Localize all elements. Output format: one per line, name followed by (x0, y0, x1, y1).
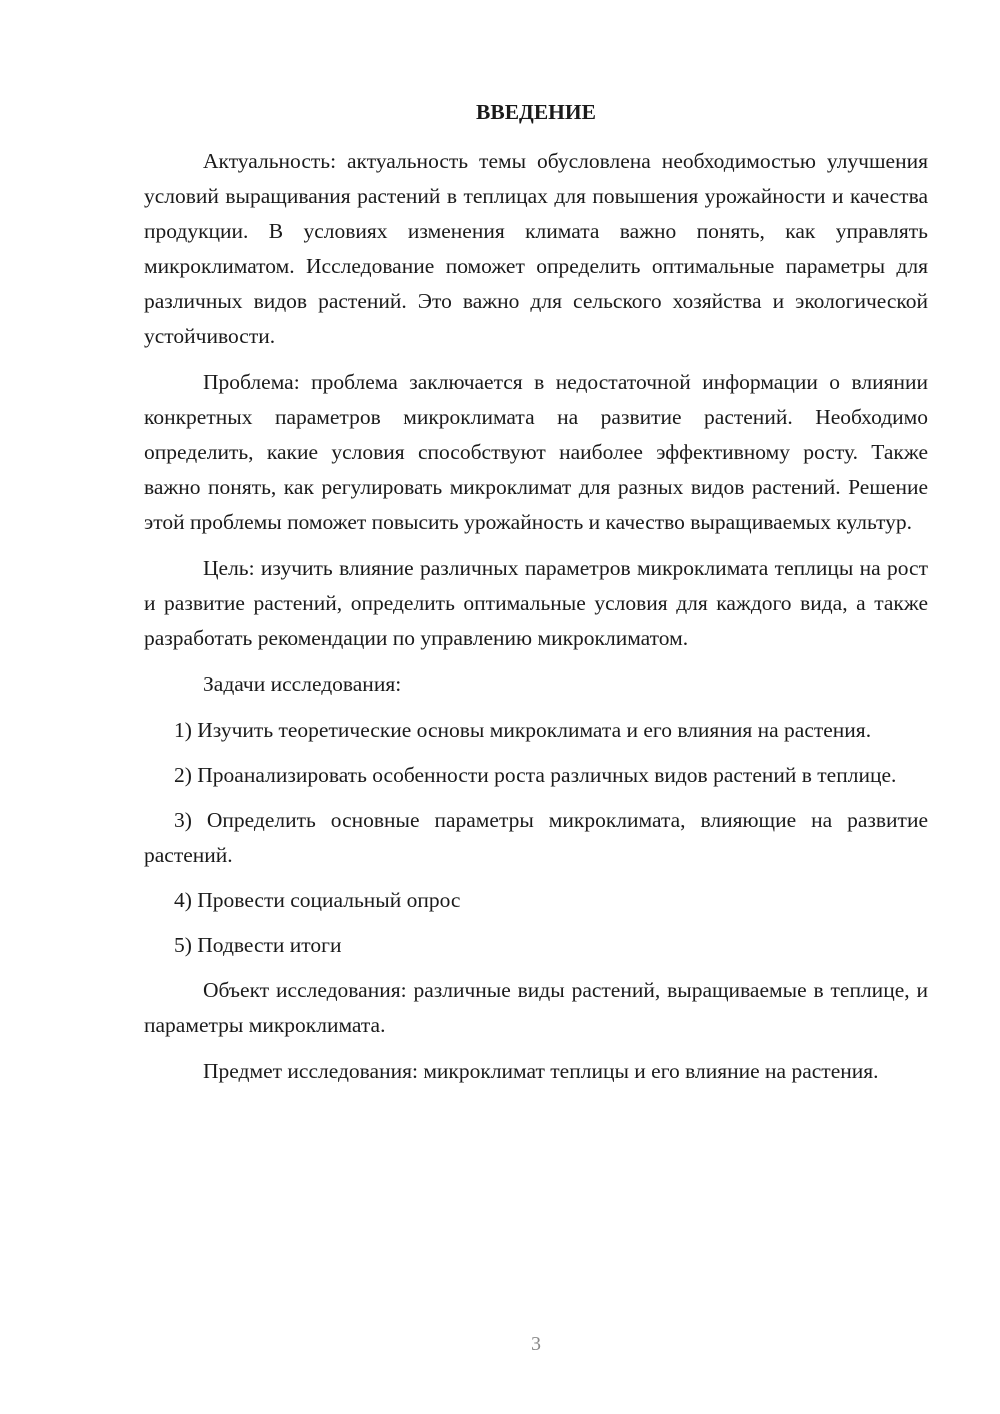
document-page (144, 95, 928, 1100)
section-title: ВВЕДЕНИЕ (476, 100, 596, 124)
task-item-1: 1) Изучить теоретические основы микроклимата и его влияния на растения. (174, 718, 872, 742)
task-item-3: 3) Определить основные параметры микроклимата, влияющие на развитие растений. (144, 808, 928, 867)
goal-paragraph: Цель: изучить влияние различных параметров микроклимата теплицы на рост и развитие растений, определить оптимальные условия для каждого вида, а также разработать рекомендации по управлению микроклиматом. (144, 556, 928, 650)
object-paragraph: Объект исследования: различные виды растений, выращиваемые в теплице, и параметры микроклимата. (144, 978, 928, 1037)
task-item-4: 4) Провести социальный опрос (174, 888, 461, 912)
problem-paragraph: Проблема: проблема заключается в недостаточной информации о влиянии конкретных параметров микроклимата на развитие растений. Необходимо определить, какие условия способствуют наиболее эффективному росту. Также важно понять, как регулировать микроклимат для разных видов растений. Решение этой проблемы поможет повысить урожайность и качество выращиваемых культур. (144, 370, 928, 534)
subject-paragraph: Предмет исследования: микроклимат теплицы и его влияние на растения. (203, 1059, 879, 1083)
page-number: 3 (531, 1333, 541, 1355)
tasks-heading: Задачи исследования: (203, 672, 402, 696)
task-item-2: 2) Проанализировать особенности роста различных видов растений в теплице. (174, 763, 897, 787)
relevance-paragraph: Актуальность: актуальность темы обусловлена необходимостью улучшения условий выращивания растений в теплицах для повышения урожайности и качества продукции. В условиях изменения климата важно понять, как управлять микроклиматом. Исследование поможет определить оптимальные параметры для различных видов растений. Это важно для сельского хозяйства и экологической устойчивости. (144, 149, 928, 348)
task-item-5: 5) Подвести итоги (174, 933, 342, 957)
